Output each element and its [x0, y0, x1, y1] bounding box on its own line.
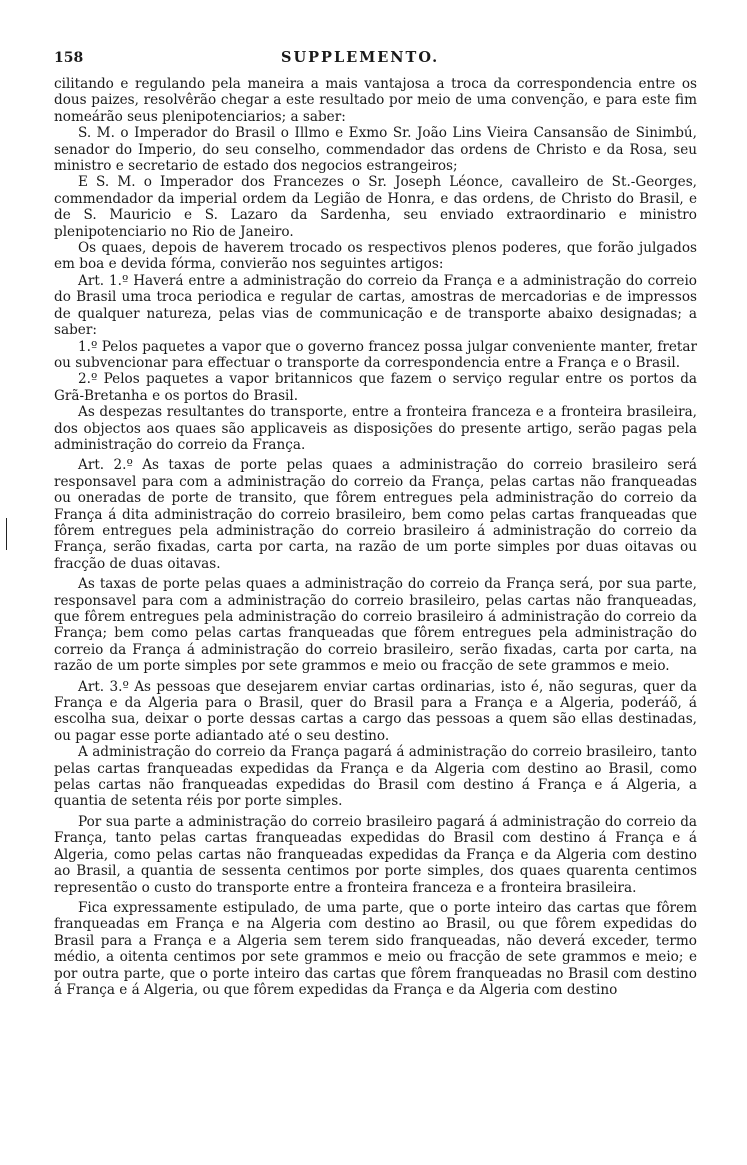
margin-bracket-mark	[6, 518, 9, 550]
paragraph-preamble: Os quaes, depois de haverem trocado os respectivos plenos poderes, que forão julgados em boa e devida fórma, convierão nos seguintes artigos:	[54, 240, 697, 273]
running-title: SUPPLEMENTO.	[281, 49, 440, 66]
paragraph-continuation: cilitando e regulando pela maneira a mais vantajosa a troca da correspondencia entre os dous paizes, resolvêrão chegar a este resultado por meio de uma convenção, e para este fim nomeárão seus plenipotenciarios; a saber:	[54, 76, 697, 125]
article-1-expenses: As despezas resultantes do transporte, entre a fronteira franceza e a fronteira brasileira, dos objectos aos quaes são applicaveis as disposições do presente artigo, serão pagas pela administração do correio da França.	[54, 404, 697, 453]
article-3: Art. 3.º As pessoas que desejarem enviar cartas ordinarias, isto é, não seguras, quer da França e da Algeria para o Brasil, quer do Brasil para a França e a Algeria, poderáõ, á escolha sua, deixar o porte dessas cartas a cargo das pessoas a quem são ellas destinadas, ou pagar esse porte adiantado até o seu destino.	[54, 678, 697, 744]
article-1-item-1: 1.º Pelos paquetes a vapor que o governo francez possa julgar conveniente manter, fretar ou subvencionar para effectuar o transporte da correspondencia entre a França e o Brasil.	[54, 338, 697, 371]
article-3-paragraph-4: Fica expressamente estipulado, de uma parte, que o porte inteiro das cartas que fôrem franqueadas em França e na Algeria com destino ao Brasil, ou que fôrem expedidas do Brasil para a França e a Algeria sem terem sido franqueadas, não deverá exceder, termo médio, a oitenta centimos por sete grammos e meio ou fracção de sete grammos e meio; e por outra parte, que o porte inteiro das cartas que fôrem franqueadas no Brasil com destino á França e á Algeria, ou que fôrem expedidas da França e da Algeria com destino	[54, 899, 697, 998]
document-page	[54, 50, 697, 998]
article-1-item-2: 2.º Pelos paquetes a vapor britannicos que fazem o serviço regular entre os portos da Grã-Bretanha e os portos do Brasil.	[54, 371, 697, 404]
page-number: 158	[54, 50, 84, 66]
article-3-paragraph-3: Por sua parte a administração do correio brasileiro pagará á administração do correio da França, tanto pelas cartas franqueadas expedidas do Brasil com destino á França e á Algeria, como pelas cartas não franqueadas expedidas da França e da Algeria com destino ao Brasil, a quantia de sessenta centimos por porte simples, dos quaes quarenta centimos representão o custo do transporte entre a fronteira franceza e a fronteira brasileira.	[54, 813, 697, 896]
page-header	[54, 50, 697, 76]
paragraph-plenipotentiary-france: E S. M. o Imperador dos Francezes o Sr. Joseph Léonce, cavalleiro de St.-Georges, commendador da imperial ordem da Legião de Honra, e das ordens, de Christo do Brasil, e de S. Mauricio e S. Lazaro da Sardenha, seu enviado extraordinario e ministro plenipotenciario no Rio de Janeiro.	[54, 174, 697, 240]
paragraph-plenipotentiary-brazil: S. M. o Imperador do Brasil o Illmo e Exmo Sr. João Lins Vieira Cansansão de Sinimbú, senador do Imperio, do seu conselho, commendador das ordens de Christo e da Rosa, seu ministro e secretario de estado dos negocios estrangeiros;	[54, 125, 697, 175]
article-1: Art. 1.º Haverá entre a administração do correio da França e a administração do correio do Brasil uma troca periodica e regular de cartas, amostras de mercadorias e de impressos de qualquer natureza, pelas vias de communicação e de transporte abaixo designadas; a saber:	[54, 272, 697, 339]
article-3-paragraph-2: A administração do correio da França pagará á administração do correio brasileiro, tanto pelas cartas franqueadas expedidas da França e da Algeria com destino ao Brasil, como pelas cartas não franqueadas expedidas do Brasil com destino á França e á Algeria, a quantia de setenta réis por porte simples.	[54, 744, 697, 810]
article-2: Art. 2.º As taxas de porte pelas quaes a administração do correio brasileiro será responsavel para com a administração do correio da França, pelas cartas não franqueadas ou oneradas de porte de transito, que fôrem entregues pela administração do correio da França á dita administração do correio brasileiro, bem como pelas cartas franqueadas que fôrem entregues pela administração do correio brasileiro á administração do correio da França, serão fixadas, carta por carta, na razão de um porte simples por duas oitavas ou fracção de duas oitavas.	[54, 457, 697, 572]
article-2-paragraph-2: As taxas de porte pelas quaes a administração do correio da França será, por sua parte, responsavel para com a administração do correio brasileiro, pelas cartas não franqueadas, que fôrem entregues pela administração do correio brasileiro á administração do correio da França; bem como pelas cartas franqueadas que fôrem entregues pela administração do correio da França á administração do correio brasileiro, serão fixadas, carta por carta, na razão de um porte simples por sete grammos e meio ou fracção de sete grammos e meio.	[54, 576, 697, 675]
